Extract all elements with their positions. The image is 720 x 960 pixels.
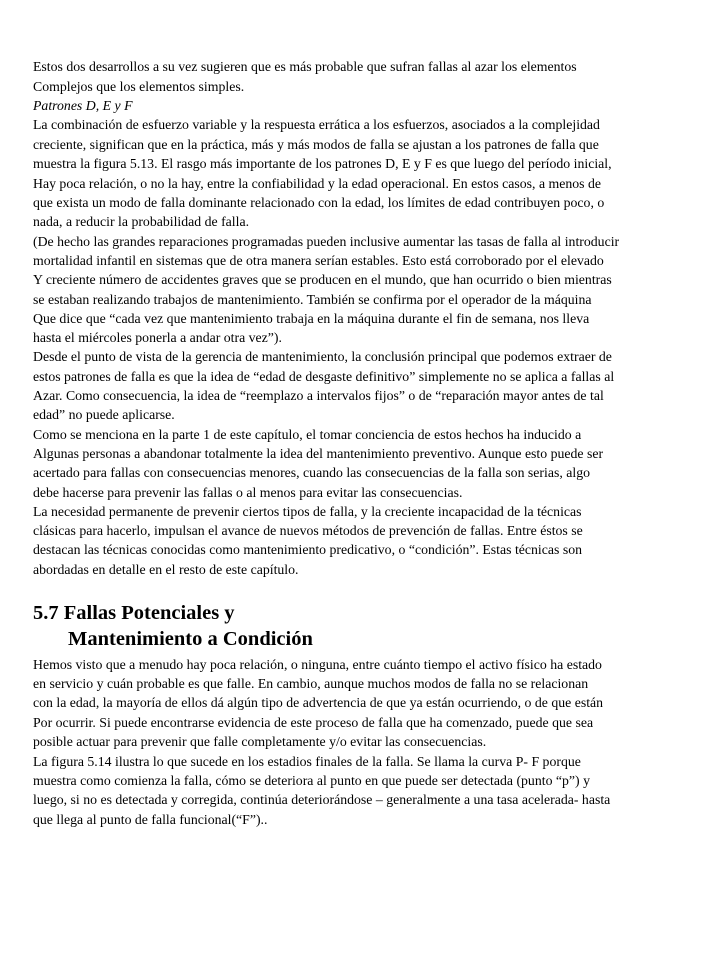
text-line: con la edad, la mayoría de ellos dá algún tipo de advertencia de que ya están ocurriendo, o de que están <box>33 695 604 710</box>
text-line: debe hacerse para prevenir las fallas o al menos para evitar las consecuencias. <box>33 485 463 500</box>
text-line: destacan las técnicas conocidas como mantenimiento predicativo, o “condición”. Estas técnicas son <box>33 542 582 557</box>
text-line: Como se menciona en la parte 1 de este capítulo, el tomar conciencia de estos hechos ha inducido a <box>33 427 582 442</box>
text-line: Complejos que los elementos simples. <box>33 79 245 94</box>
text-line: Por ocurrir. Si puede encontrarse evidencia de este proceso de falla que ha comenzado, puede que sea <box>33 715 594 730</box>
text-line: Y creciente número de accidentes graves que se producen en el mundo, que han ocurrido o bien mientras <box>33 272 612 287</box>
section-heading-line1: 5.7 Fallas Potenciales y <box>33 602 235 624</box>
text-line: posible actuar para prevenir que falle completamente y/o evitar las consecuencias. <box>33 734 487 749</box>
text-line: estos patrones de falla es que la idea de “edad de desgaste definitivo” simplemente no se aplica a fallas al <box>33 369 615 384</box>
text-line: Azar. Como consecuencia, la idea de “reemplazo a intervalos fijos” o de “reparación mayor antes de tal <box>33 388 604 403</box>
text-line: Desde el punto de vista de la gerencia de mantenimiento, la conclusión principal que podemos extraer de <box>33 349 612 364</box>
text-line: acertado para fallas con consecuencias menores, cuando las consecuencias de la falla son serias, algo <box>33 465 590 480</box>
text-line: Hemos visto que a menudo hay poca relación, o ninguna, entre cuánto tiempo el activo físico ha estado <box>33 657 602 672</box>
text-line: que exista un modo de falla dominante relacionado con la edad, los límites de edad contribuyen poco, o <box>33 195 605 210</box>
text-line: hasta el miércoles ponerla a andar otra vez”). <box>33 330 282 345</box>
text-line: luego, si no es detectada y corregida, continúa deteriorándose – generalmente a una tasa acelerada- hasta <box>33 792 611 807</box>
text-line: nada, a reducir la probabilidad de falla. <box>33 214 250 229</box>
text-line: en servicio y cuán probable es que falle. En cambio, aunque muchos modos de falla no se relacionan <box>33 676 589 691</box>
text-line: La combinación de esfuerzo variable y la respuesta errática a los esfuerzos, asociados a la complejidad <box>33 117 600 132</box>
text-line: que llega al punto de falla funcional(“F”).. <box>33 812 268 827</box>
text-line: edad” no puede aplicarse. <box>33 407 175 422</box>
text-line: mortalidad infantil en sistemas que de otra manera serían estables. Esto está corroborado por el elevado <box>33 253 604 268</box>
text-line: abordadas en detalle en el resto de este capítulo. <box>33 562 299 577</box>
text-line: La figura 5.14 ilustra lo que sucede en los estadios finales de la falla. Se llama la curva P- F porque <box>33 754 581 769</box>
text-line: creciente, significan que en la práctica, más y más modos de falla se ajustan a los patrones de falla que <box>33 137 599 152</box>
text-line: Algunas personas a abandonar totalmente la idea del mantenimiento preventivo. Aunque esto puede ser <box>33 446 604 461</box>
text-line: clásicas para hacerlo, impulsan el avance de nuevos métodos de prevención de fallas. Entre éstos se <box>33 523 583 538</box>
text-line: (De hecho las grandes reparaciones programadas pueden inclusive aumentar las tasas de falla al introducir <box>33 234 620 249</box>
subheading-patrones: Patrones D, E y F <box>33 98 133 113</box>
text-line: muestra como comienza la falla, cómo se deteriora al punto en que puede ser detectada (punto “p”) y <box>33 773 591 788</box>
text-line: se estaban realizando trabajos de mantenimiento. También se confirma por el operador de la máquina <box>33 292 592 307</box>
text-line: Que dice que “cada vez que mantenimiento trabaja en la máquina durante el fin de semana, nos lleva <box>33 311 590 326</box>
text-line: muestra la figura 5.13. El rasgo más importante de los patrones D, E y F es que luego del período inicial, <box>33 156 612 171</box>
section-heading-line2: Mantenimiento a Condición <box>68 628 313 650</box>
text-line: Hay poca relación, o no la hay, entre la confiabilidad y la edad operacional. En estos casos, a menos de <box>33 176 602 191</box>
text-line: Estos dos desarrollos a su vez sugieren que es más probable que sufran fallas al azar los elementos <box>33 59 577 74</box>
text-line: La necesidad permanente de prevenir ciertos tipos de falla, y la creciente incapacidad de la técnicas <box>33 504 582 519</box>
